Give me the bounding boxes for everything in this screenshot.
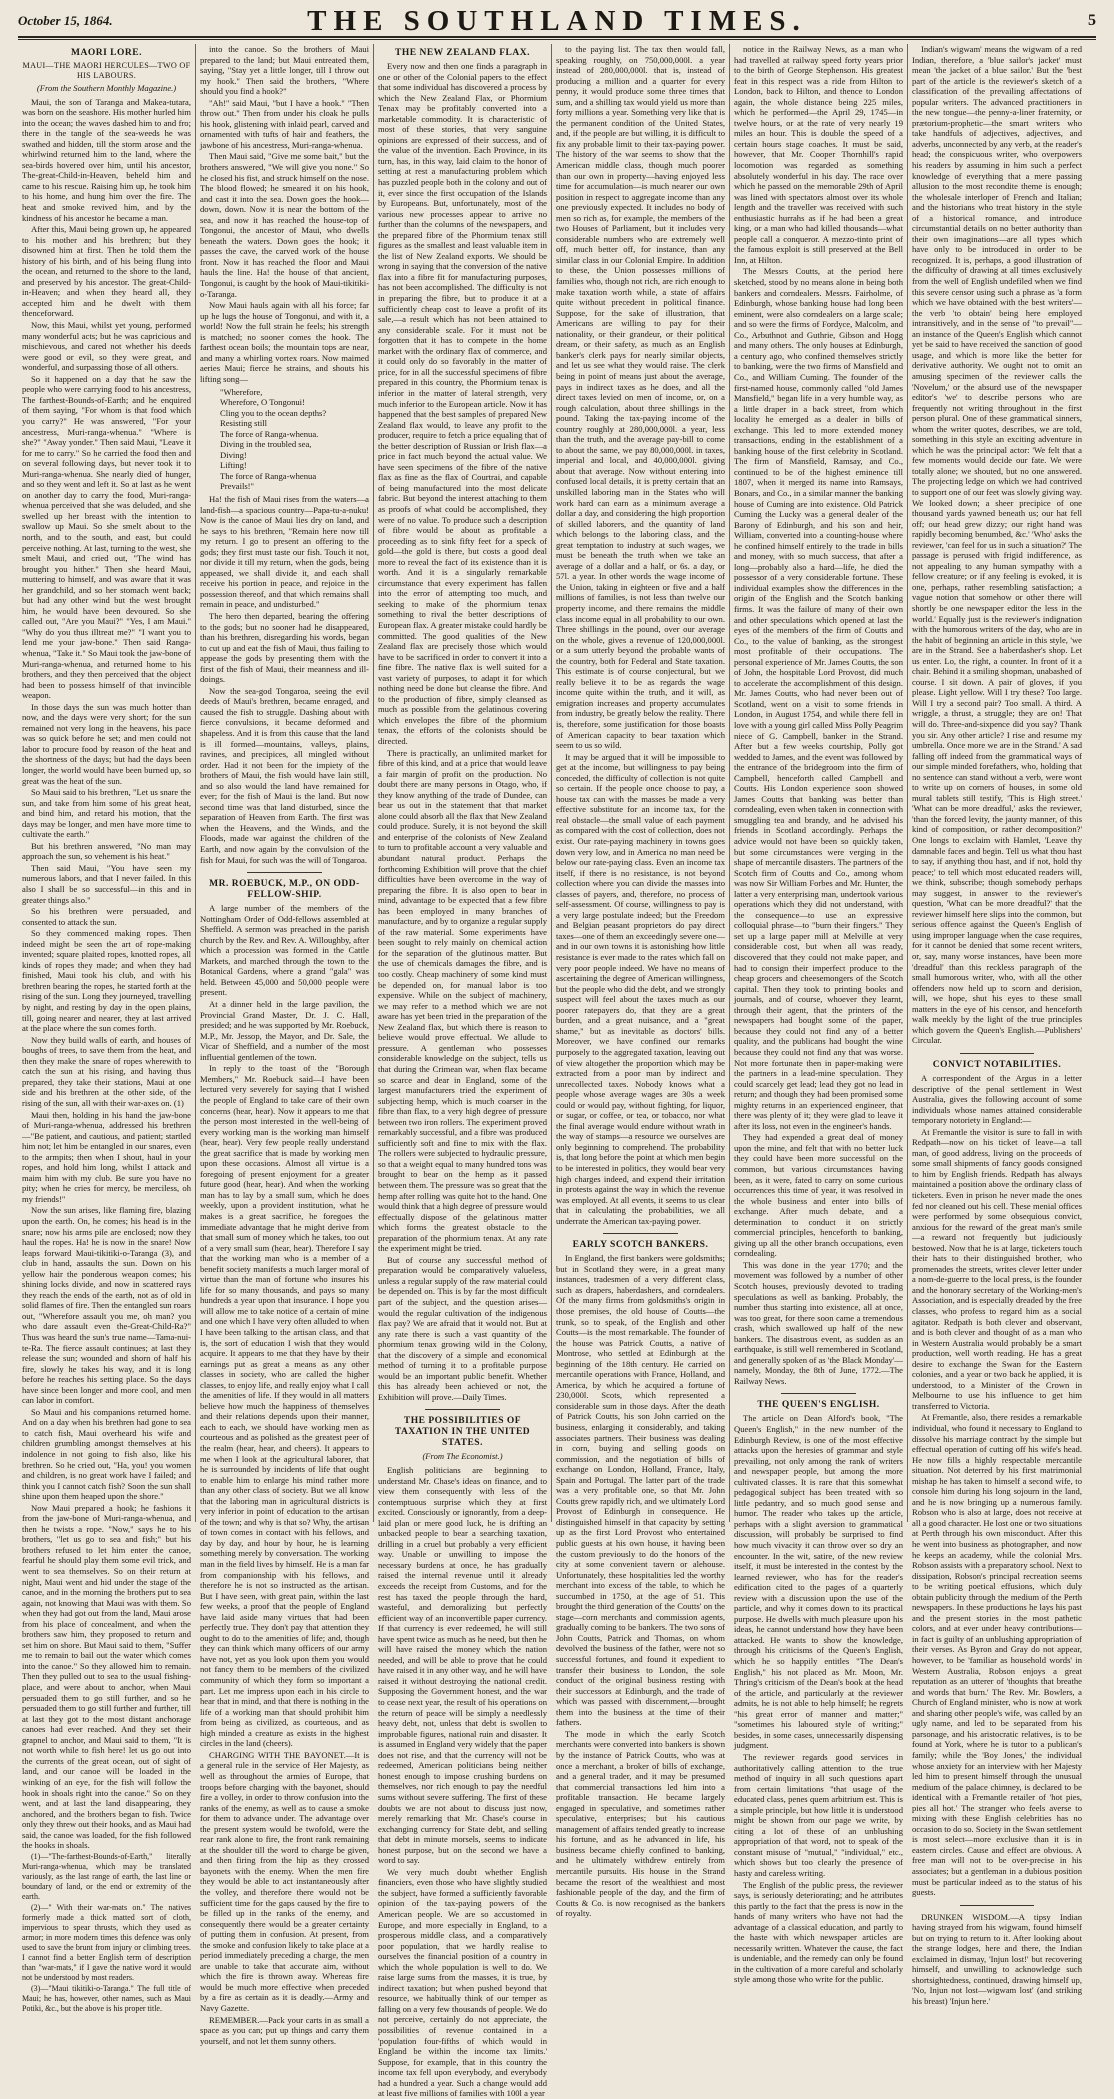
paragraph: The mode in which the early Scotch merchants were converted into bankers is shown by the instance of Patrick Coutts, who was at once a merchant, a broker of bills of exchange, and a general trader, and it may be presumed that commercial transactions led him into a profitable transaction. He became largely engaged in speculative, and sometimes rather speculative, enterprises; but his cautious management of affairs tended greatly to increase his fortune, and as he advanced in life, his business became chiefly confined to banking, and he ultimately withdrew entirely from mercantile pursuits. His house in the Strand became the resort of the wealthiest and most fashionable people of the day, and the firm of Coutts & Co. is now recognised as the bankers of royalty. [556, 1728, 725, 1919]
paragraph: "Ah!" said Maui, "but I have a hook." "Then throw out." Then from under his cloak he pulls his hook, glistening with inlaid pearl, carved and ornamented with tufts of hair and feathers, the jawbone of his ancestress, Muri-ranga-whenua. [200, 97, 369, 150]
page-number: 5 [1087, 12, 1096, 29]
paragraph: In those days the sun was much hotter than now, and the days were very short; for the sun remained not very long in the heavens, his pace was so quick before he set; and men could not labor to procure food by reason of the heat and the shortness of the days; but had the days been longer, the world would have been burned up, so great was the heat of the sun. [22, 701, 191, 786]
paragraph: Now Maui prepared a hook; he fashions it from the jaw-bone of Muri-ranga-whenua, and then he twists a rope. "Now," says he to his brothers, "let us go to sea and fish;" but his brothers refused to let him enter the canoe, fearful he should play them some evil trick, and went to sea themselves. So on their return at night, Maui went and hid under the stage of the canoe, and in the morning the brothers put to sea again, not knowing that Maui was with them. So when they had got out from the land, Maui arose from his place of concealment, and when the brothers saw him, they proposed to return and set him on shore. But Maui said to them, "Suffer me to remain to bail out the water which comes into the canoe." So they allowed him to remain. Then they pulled out to sea to the usual fishing-place, and were about to anchor, when Maui persuaded them to go still further, and so he persuaded them to go still further and further, till at last they got to the most distant anchorage canoes had ever reached. And they set their grapnel to anchor, and Maui said to them, "It is not worth while to fish here! let us go out into the currents of the great ocean, out of sight of land, and our canoe will be loaded in the winking of an eye, for the fish will follow the hook in shoals right into the canoe." So on they went, and at last the land disappearing, they anchored, and the brothers began to fish. Twice only they threw out their hooks, and as Maui had said, the canoe was loaded, for the fish followed the hooks in shoals. [22, 1502, 191, 1851]
article-heading: MR. ROEBUCK, M.P., ON ODD-FELLOW-SHIP. [209, 879, 360, 901]
newspaper-columns [18, 44, 1096, 2099]
paragraph: This was done in the year 1770; and the movement was followed by a number of other Scotch houses, previously devoted to trading speculations as well as banking. Probably, the number thus starting into existence, all at once, was too great, for there soon came a tremendous crash, which swallowed up half of the new bankers. The disastrous event, as sudden as an earthquake, is still well remembered in Scotland, and generally spoken of as 'the Black Monday'—namely, Monday, the 8th of June, 1772.—The Railway News. [734, 1259, 903, 1386]
article-divider [247, 872, 321, 873]
paragraph: It may be argued that it will be impossible to get at the income, but willingness to pay being conceded, the difficulty of collection is not quite so certain. If the people once choose to pay, a house tax can with the masses be made a very effective substitute for an income tax, for the real obstacle—the small value of each payment as compared with the cost of collection, does not exist. Our rate-paying machinery in towns goes down very low, and in America no man need be below our rate-paying class. Even an income tax itself, if there is no resistance, is not beyond collection where you can divide the masses into classes of payers, and, therefore, no process of self-assessment. Of course, willingness to pay is a very large postulate indeed; but the Freedom and Belgian peasant proprietors do pay direct taxes—one of them an exceedingly severe one—and in our own towns it is astonishing how little resistance is ever made to the rates which fall on very poor people indeed. We have no means of ascertaining the degree of American willingness, but the people who did the debt, and we strongly suspect will feel about the taxes much as our poorer ratepayers do, that they are a great burden, and a great nuisance, and a "great shame," but as inevitable as doctors' bills. Moreover, we have confined our remarks purposely to the aggregated taxation, leaving out of view altogether the proportion which may be extracted from a poor man by indirect and unrecollected taxes. Nobody knows what a people whose average wages are 30s a week could or would pay, without fighting, for liquor, or sugar, or coffee, or tea, or tobacco, nor what the final average would endure without wrath in the way of stamps—a resource we ourselves are only beginning to comprehend. The probability is, that long before the point at which men begin to be interested in politics, they would bear very high charges indeed, and expend their irritation in protests against the way in which the revenue was employed. At all events, it seems to us clear that in calculating the probabilities, we all underrate the American tax-paying power. [556, 751, 725, 1226]
paragraph: A large number of the members of the Nottingham Order of Odd-fellows assembled at Sheffield. A sermon was preached in the parish church by the Rev. and Rev. A. Willoughby, after which a procession was formed in the Cattle Markets, and marched through the town to the Botanical Gardens, where a grand "gala" was held. Between 45,000 and 50,000 people were present. [200, 903, 369, 998]
article-divider [960, 1905, 1035, 1906]
footnote: (1)—"The-farthest-Bounds-of-Earth," literally Muri-ranga-whenua, which may be translated variously, as the last range of earth, the last line or boundary of land, or the end or extremity of the earth. [22, 1851, 191, 1901]
paragraph: So it happened on a day that he saw the people who were carrying food to his ancestress, The farthest-Bounds-of-Earth; and he enquired of them saying, "For whom is that food which you carry?" He was answered, "For your ancestress, Muri-ranga-whenua." "Where is she?" "Away yonder." Then said Maui, "Leave it for me to carry." So he carried the food then and on several following days, but never took it to Muri-ranga-whenua. She nearly died of hunger, and so they went and left it. So at last as he went on another day to carry the food, Muri-ranga-whenua perceived that she was deluded, and she swelled up her breast with the intention to swallow up Maui. So she smelt about to the north, and to the south, and east, but could perceive nothing. At last, turning to the west, she smelt Maui, and cried out, "The wind has brought you hither." Then she heard Maui, muttering to himself, and was aware that it was her grandchild, and so her stomach went back; but had any other wind but the west brought him, he would have been devoured. So she called out, "Are you Maui?" "Yes, I am Maui." "Why do you thus illtreat me?" "I want you to lend me your jaw-bone." Then said Ranga-whenua, "Take it." So Maui took the jaw-bone of Muri-ranga-whenua, and returned home to his brothers, and they then perceived that the object had been to possess himself of that invincible weapon. [22, 373, 191, 701]
article-divider [425, 1409, 499, 1410]
paragraph: There is practically, an unlimited market for fibre of this kind, and at a price that would leave a fair margin of profit on the production. No doubt there are many persons in Otago, who, if they know anything of the trade of Dundee, can bear us out in the statement that that market alone could absorb all the flax that New Zealand could produce. Surely, it is not beyond the skill and enterprise of the colonists of New Zealand to turn to profitable account a very valuable and abundant natural product. Perhaps the forthcoming Exhibition will prove that the chief difficulties have been overcome in the way of preparing the fibre. It is also open to bear in mind, advantage to be expected that a few fibre has been employed in many branches of manufacture, and by to organize a regular supply of the raw material. Some experiments have been sought to rely mainly on chemical action for the separation of the glutinous matter. But the use of chemicals damages the fibre, and is too costly. Cheap machinery of some kind must be depended on, for manual labor is too expensive. While on the subject of machinery, we may refer to a method which we are not aware has yet been tried in the preparation of the New Zealand flax, but which there is reason to believe would prove effectual. We allude to pressure. A gentleman who possesses considerable knowledge on the subject, tells us that during the Crimean war, when flax became so scarce and dear in England, some of the largest manufacturers tried the experiment of subjecting hemp, which is much coarser in the fibre than flax, to a very high degree of pressure between two iron rollers. The experiment proved remarkably successful, and a fibre was produced sufficiently soft and fine to mix with the flax. The rollers were subjected to hydraulic pressure, so that a weight equal to many hundred tons was brought to bear on the hemp as it passed between them. The pressure was so great that the hemp after rolling was quite hot to the hand. One would think that a high degree of pressure would effectually dispose of the gelatinous matter which forms the greatest obstacle to the preparation of the phormium tenax. At any rate the experiment might be tried. [378, 747, 547, 1254]
paragraph: to the paying list. The tax then would fall, speaking roughly, on 750,000,000l. a year instead of 280,000,000l. that is, instead of producing a million and a quarter for every penny, it would produce some three times that sum, and a shilling tax would yield us more than forty millions a year. Something very like that is the permanent condition of the United States, and, if the people are but willing, it is difficult to fix any probable limit to their tax-paying power. The history of the war seems to show that the American middle class, though much poorer than our own in property—having enjoyed less time for accumulation—is much nearer our own position in respect to aggregate income than any one previously expected. It includes no body of men so rich as, for example, the members of the two Houses of Parliament, but it includes very considerable numbers who are extremely well off, much better off, for instance, than any similar class in our Colonial Empire. In addition to these, the Union possesses millions of families who, though not rich, are rich enough to make taxation worth while, a state of affairs quite without precedent in political finance. Suppose, for the sake of illustration, that Americans are willing to pay for their nationality, or their grandeur, or their political dream, or their safety, as much as an English banker's clerk pays for nearly similar objects, and let us see what they would raise. The clerk being in point of means just about the average, pays in indirect taxes as he does, and all the direct taxes levied on men of income, or, on a rough calculation, about three shillings in the pound. Taking the tax-paying income of the country roughly at 280,000,000l. a year, less than the truth, and the average pay-bill to come to about the same, we pay 80,000,000l. in taxes, imperial and local, and 40,000,000l. giving about that average. Now without entering into confused local details, it is pretty certain that an unskilled laboring man in the States who will work hard can earn as a minimum average a dollar a day, and considering the high proportion of skilled laborers, and the quantity of land which belongs to the laboring class, and the great temptation to industry at such wages, we must be beneath the truth when we take an average of a dollar and a half, or 6s. a day, or 57l. a year. In other words the wage income of the Union, taking in eighteen or five and a half millions of families, is not less than twelve our property income, and there remains the middle class income equal in all probability to our own. Three shillings in the pound, over our average on the whole, gives a revenue of 120,000,000l. or a sum utterly beyond the probable wants of the country, both for Federal and State taxation. This estimate is of course conjectural, but we really believe it to be as regards the wage income quite within the truth, and it will, as emigration increases and property accumulates from industry, be greatly below the reality. There is, therefore, some justification for those boasts of American capacity to bear taxation which seem to us so wild. [556, 44, 725, 751]
column-1 [18, 44, 196, 2013]
article-source: (From the Southern Monthly Magazine.) [36, 83, 177, 93]
paragraph: A correspondent of the Argus in a letter descriptive of the penal settlement in West Australia, gives the following account of some individuals whose names attained considerable temporary notoriety in England:— [912, 1072, 1082, 1126]
article-divider [603, 1233, 677, 1234]
paragraph: Then Maui said, "Give me some bait," but the brothers answered, "We will give you none." So he closed his fist, and struck himself on the nose. The blood flowed; he smeared it on his hook, and cast it into the sea. Down goes the hook—down, down. Now it is near the bottom of the sea, and now it has reached the house-top of Tongonui, the ancestor of Maui, who dwells beneath the waters. Down goes the hook; it passes the cave, the carved work of the house front. Now it has reached the floor and Maui hauls the line. Ha! the house of that ancient, Tongonui, is caught by the hook of Maui-tikitiki-o-Taranga. [200, 151, 369, 299]
paragraph: At Fremantle, also, there resides a remarkable individual, who found it necessary to England to dissolve his marriage contract by the simple but effectual operation of cutting off his wife's head. He now fills a highly respectable mercantile situation. Not deterred by his first matrimonial mishap he has taken to himself a second wife, to console him during his long sojourn in the land, and he is now bringing up a numerous family. Robson who is also at large, does not receive at all a good character. He lost one or two situations at Perth through his own misconduct. After this he went into business as photographer, and now he keeps an academy, while the colonial Mrs. Robson assists with a preparatory school. Next to dissipation, Robson's principal recreation seems to be writing poetical effusions, which duly obtain publicity through the medium of the Perth newspapers. In these productions he lays his past and the present stories in the most pathetic colors, and at ever under heavy contributions—in fact is guilty of an unblushing appropriation of their verses. As Byron and Gray do not appear, however, to be 'familiar as household words' in Western Australia, Robson enjoys a great reputation as an utterer of 'thoughts that breathe and words that burn.' The Rev. Mr. Bowlers, a Church of England minister, who is now at work and sharing other people's wife, was called by an ugly name, and led to be separated from his parsonage, and his aristocratic relatives, is to be found at York, where he is tutor to a publican's family; while the 'Boy Jones,' the individual whose anxiety for an interview with her Majesty led him to present himself through the unusual medium of the palace chimney, is declared to be identical with a Fremantle retailer of 'hot pies, pies all hot.' The stranger who feels averse to mixing with these English celebrities has no occasion to do so. Society in the Swan settlement is most select—more exclusive than it is in eastern circles. Cause and effect are obvious. A free man will not to be over-precise in his associates; but a gentleman in a dubious position must be particular indeed as to the status of his guests. [912, 1412, 1082, 1898]
paragraph: We very much doubt whether English financiers, even those who have slightly studied the subject, have formed a sufficiently favorable opinion of the tax-paying powers of the American people. We are so accustomed in Europe, and more especially in England, to a prosperous middle class, and a comparatively poor population, that we hardly realise to ourselves the financial position of a country in which the whole population is well to do. We raise large sums from the masses, it is true, by indirect taxation; but when pushed beyond that resource, we habitually think of our temper as falling on a very few thousands of people. We do not perceive, certainly do not appreciate, the possibilities of revenue contained in a 'population four-fifths of which would in England be within the income tax limits.' Suppose, for example, that in this country the income tax fell upon everybody, and everybody had a hundred a year. Such a change would add at least five millions of families with 100l a year [378, 1866, 547, 2099]
paragraph: Maui then, holding in his hand the jaw-bone of Muri-ranga-whenua, addressed his brethren—"Be patient, and cautious, and patient; startled him not; let him be entangled in our snares, even to the armpits; then when I shout, haul in your ropes, and hold him long, whilst I attack and maim him with my club. Be sure you have no pity; when he cries for mercy, be merciless, oh my friends!" [22, 1109, 191, 1204]
column-5 [730, 44, 908, 1985]
paragraph: So Maui and his companions returned home. And on a day when his brethren had gone to sea to catch fish, Maui overheard his wife and children grumbling amongst themselves at his indolence in not going to fish also, like his brethren. So he cried out, "Ha, you! you women and children, is no great work have I failed; and think you I cannot catch fish? Soon the sun shall shine upon them heaped upon the shore." [22, 1406, 191, 1502]
paragraph: The Messrs Coutts, at the period here sketched, stood by no means alone in being both bankers and corndealers. Messrs. Fairholme, of Edinburgh, whose banking house had long been eminent, were also corndealers on a large scale; and so were the firms of Fordyce, Malcolm, and Co., Arbuthnot and Guthrie, Gibson and Hogg and many others. The only houses at Edinburgh, a century ago, who confined themselves strictly to banking, were the two firms of Mansfield and Co., and William Cuming. The founder of the first-named house, commonly called "old James Mansfield," began life in a very humble way, as a little draper in a back street, from which locality he emerged as a dealer in bills of exchange. This led to more extended money transactions, ending in the establishment of a banking house of the first celebrity in Scotland. The firm of Mansfield, Ramsay, and Co., continued to be of the highest eminence till 1807, when it merged its name into Ramsays, Bonars, and Co., in a similar manner the banking house of Cuming are into existence. Old Patrick Cuming the Lucky was a general dealer of the Barony of Edinburgh, and his son and heir, William, converted into a counting-house where he confined himself entirely to the trade in bills and money, with so much success, that after a long—probably also a hard—life, he died the possessor of a very considerable fortune. These individual examples show the differences in the origin of the English and the Scotch banking firms. It was the failure of many of their own and other speculations which opened at last the eyes of the members of the firm of Coutts and Co., to the value of banking, as the strongest most profitable of their occupations. The personal experience of Mr. James Coutts, the son of John, the hospitable Lord Provost, did much to accelerate the accomplishment of this design. Mr. James Coutts, who had never been out of Scotland, went on a visit to some friends in London, in August 1754, and while there fell in love with a young girl called Miss Polly Peagrim niece of G. Campbell, banker in the Strand. After but a few weeks courtship, Polly got wedded to James, and the event was followed by the entrance of the bridegroom into the firm of Campbell, henceforth called Campbell and Coutts. His London experience soon showed James Coutts that banking was better than corndealing, even when taken in connection with smuggling tea and brandy, and he advised his friends in Scotland accordingly. Perhaps the advice would not have been so quickly taken, but some circumstances were verging in the shape of mercantile disasters. The partners of the Scotch firm of Coutts and Co., among whom was now Sir William Forbes and Mr. Hunter, the latter a very enterprising man, undertook various operations which they did not understand, with the consequence—to use an expressive colloquial phrase—to "burn their fingers." They set up a large paper mill at Melville at very considerable cost, but when all was ready, discovered that they could not make paper, and had to consign their imperfect produce to the cheap grocers and cheesemongers of the Scotch capital. Then they took to printing books and journals, and of course, whoever they learnt, through their agent, that the printers of the newspapers had bought some of the paper, because they could not find any of a better quality, and the publicans had bought the wine because they could not find any that was worse. Not more fortunate then in paper-making were the partners in a lead-mine speculation. They could scarcely get lead; lead they got no lead in return; and though they had been promised some mighty returns in an experienced engineer, that there was plenty of it; they were glad to leave it after its loss, not even in the engineer's hands. [734, 266, 903, 1131]
paragraph: CHARGING WITH THE BAYONET.—It is a general rule in the service of Her Majesty, as well as throughout the armies of Europe, that troops before charging with the bayonet, should fire a volley, in order to throw confusion into the ranks of the enemy, as well as to cause a smoke for them to advance under. The advantage over the present system would be twofold, were the rear rank alone to fire, the front rank remaining at the shoulder till the word to charge be given, and then firing from the hip as they crossed bayonets with the enemy. When the men fire they would be able to act instantaneously after the volley, and therefore there would not be sufficient time for the gaps caused by the fire to be filled up in the ranks of the enemy, and consequently there would be a greater certainty of putting them in confusion. At present, from the smoke and confusion likely to take place at a period immediately preceding a charge, the men are unable to take that accurate aim, without which the fire is thrown away. Whereas fire would be much more effective when preceded by a fire as certain as it is deadly.—Army and Navy Gazette. [200, 1749, 369, 2013]
paragraph: In reply to the toast of the "Borough Members," Mr. Roebuck said—I have been lectured very severely for saying that I wished the people of England to take care of their own concerns (hear, hear). Now it appears to me that the person most interested in the well-being of every working man is the working man himself (hear, hear). Very few people really understand the great sacrifice that is made by working men upon these occasions. Almost all virtue is a foregoing of present enjoyment for a greater future good (hear, hear). And when the working man has to lay by a small sum, which he does weekly, upon a provident institution, what he makes is a great sacrifice, he foregoes the immediate advantage that he might derive from that small sum of money which he takes, too out of a very small sum (hear, hear). Therefore I say that the working man who is a member of a benefit society manifests a much larger moral of virtue than the man of fortune who insures his life for so many thousands, and pays so many hundreds a year upon that insurance. I hope you will allow me to take notice of a certain of mine and one which I have very often alluded to when I have been talking to the artisan class, and that is, the sort of education I wish that they would acquire. It appears to me that they have by their earnings put as great a means as any other classes in society, who are called the higher classes, to enjoy life, and really enjoy what I call the amenities of life. If they would in all matters believe how much the happiness of themselves and their relations depends upon their manner, each to each, we should have working men as courteous and as polished as the greatest peer of the realm (hear, hear, and cheers). It appears to me when I look at the agricultural laborer, that he is surrounded by incidents of life that ought to enable him to enlarge his mind rather more than any other class of society. But we all know that the laboring man in agricultural districts is very inferior in point of education to the artisan of the town; and why is that so? Why, the artisan of town comes in contact with his fellows, and day by day, and hour by hour, he is learning something merely by conversation. The working man in the field lives by himself. He is a man far from companionship with his fellows, and therefore he is not so instructed as the artisan. But I have seen, with great pain, within the last few weeks, a proof that the people of England have laid aside many virtues that had been perfectly true. They don't pay that attention they ought to do to the amenities of life; and, though they can think which many officers of our army have not, yet as you look upon them you would not fancy them to be members of the civilized community of which they form so important a part. Let me impress upon each in his circle to hear that in mind, and that there is nothing in the life of a working man that should prohibit him from being as civilized, as courteous, and as high minded a creature as exists in the highest circles in the land (cheers). [200, 1063, 369, 1749]
article-subheading: MAUI—THE MAORI HERCULES—TWO OF HIS LABOURS. [22, 61, 191, 80]
column-3 [374, 44, 552, 2099]
paragraph: Now the sun arises, like flaming fire, blazing upon the earth. On, he comes; his head is in the snare; now his arms pile are enclosed; now they haul the ropes. Ha! he is now in the snare! Now leaps forward Maui-tikitiki-o-Taranga (3), and club in hand, assaults the sun. Down on his yellow hair the ponderous weapon comes; his shining locks divide, and now in scattered rays they reach the ends of the earth, not as of old in solid flames of fire. Then the entangled sun roars out, "Wherefore assault you me, oh man? you who dare assault even the-Great-Child-Ra?" Thus was heard the sun's true name—Tama-nui-te-Ra. The fierce assault continues; at last they release the sun; wounded and shorn of half his fire, slowly he takes his way, and it is long before he reaches his setting place. So the days have since been longer and more cool, and men can labor in comfort. [22, 1205, 191, 1406]
column-2 [196, 44, 374, 2046]
paragraph: Now Maui hauls again with all his force; far up he lugs the house of Tongonui, and with it, a world! Now the full strain he feels; his strength is matched; no sooner comes the hook. The farthest ocean boils; the mountain tops are near, and many a whirling vortex roars. Now maimed aeries Maui; fierce he strains, and shouts his lifting song— [200, 300, 369, 384]
paragraph: So they commenced making ropes. Then indeed might be seen the art of rope-making invented; square plaited ropes, knotted ropes, all kinds of ropes they made; and when they had finished, Maui took his club, and with his brethren bearing the ropes, he started forth at the rising of the sun. Long they journeyed, travelling by night, and resting by day in the open plains, till, going nearer and nearer, they at last arrived at the place where the sun comes forth. [22, 928, 191, 1034]
paragraph: After this, Maui being grown up, he appeared to his mother and his brethren; but they disowned him at first. Then he told them the history of his birth, and of his being flung into the ocean, and returned to the shore to the land, and preserved by his ancestor. The great-Child-in-Heaven; and when they heard all, they accepted him and he dwelt with them thenceforward. [22, 224, 191, 319]
paragraph: English politicians are beginning to understand Mr. Chase's ideas on finance, and to view them consequently with less of the contemptuous surprise which they at first excited. Consciously or ignorantly, from a deep-laid plan or mere good luck, he is drifting an unbacked people to bear a searching taxation, drilling in a cruel but probably a very efficient way. Unable or unwilling to impose the necessary burdens at once, he has gradually raised the internal revenue until it already exceeds the receipt from Customs, and for the rest has taxed the people through the hard, wasteful, and demoralizing but perfectly efficient way of an inconvertible paper currency. If that currency is ever redeemed, he will still have spent twice as much as he need, but then he will have raised the money which the nation needed, and will be able to prove that he could have raised it in any other way, and he will have raised it without destroying the national credit. Supposing the Government honest, and the war to cease next year, the result of his operations on the return of peace will be simply a needlessly heavy debt, not, unless that debt is swollen to improbable figures, national ruin and disaster. It is assumed in England very widely that the paper does not rise, and that the currency will not be redeemed, American politicians being neither honest enough to impose crushing burdens on themselves, nor rich enough to pay the needful sums without severe suffering. The first of these doubts we are not about to discuss just now, merely remarking that Mr. Chase's course in exchanging currency for State debt, and selling that debt in minute morsels, seems to indicate honest purpose, but on the second we have a word to say. [378, 1465, 547, 1866]
footnote: (3)—"Maui tikitiki-o-Taranga." The full title of Maui; he has, however, other names, such as Maui Potiki, &c., but the above is his proper title. [22, 1983, 191, 2013]
paragraph: Every now and then one finds a paragraph in one or other of the Colonial papers to the effect that some individual has discovered a process by which the New Zealand Flax, or Phormium Tenax may be profitably converted into a marketable commodity. It is characteristic of most of these stories, that very sanguine opinions are expressed of their success, and of the value of the invention. Each Province, in its turn, has, in this way, laid claim to the honor of setting at rest a manufacturing problem which has puzzled people both in the colony and out of it, ever since the first occupation of the Islands by Europeans. But, unfortunately, most of the various new processes appear to arrive no further than the columns of the newspapers, and the prepared fibre of the Phormium tenax still figures as the smallest and least valuable item in the list of New Zealand exports. We should be wrong in saying that the conversion of the native flax into a fibre fit for manufacturing purposes, has not been accomplished. The difficulty is not in preparing the fibre, but to produce it at a sufficiently cheap cost to leave a profit of its sale,—a result which has not been attained to any considerable scale. For it must not be forgotten that it has to compete in the home market with the ordinary flax of commerce, and it could only do so favorably in the matter of price, for in all the successful specimens of fibre prepared in this country, the Phormium tenax is inferior in the matter of lateral strength, very much inferior to the European article. Now it has happened that the best samples of prepared New Zealand flax would, to leave any profit to the producer, require to fetch a price equaling that of the better description of Russian or Irish flax—a price in fact much beyond the actual value. We have seen specimens of the fibre of the native flax as fine as the flax of Courtrai, and capable of being manufactured into the most delicate fabric. But beyond the interest attaching to them as proofs of what could be accomplished, they were of no value. To produce such a description of fibre would be about as profitable a proceeding as to sink fifty feet for a speck of gold—the gold is there, but costs a good deal more to reveal the fact of its existence than it is worth. And it is a singularly remarkable circumstance that every experiment has fallen into the error of attempting too much, and seeking to make of the phormium tenax something to rival the better descriptions of European flax. A greater mistake could hardly be committed. The good qualities of the New Zealand flax are precisely those which would have to be sacrificed in order to convert it into a fine fibre. The native flax is well suited for a vast variety of purposes, to adapt it for which nothing need be done but cleanse the fibre. And to the production of fibre, simply cleansed as much as possible from the gelatinous covering which envelopes the fibre of the phormium tenax, the efforts of the colonists should be directed. [378, 61, 547, 746]
issue-date: October 15, 1864. [18, 13, 113, 28]
article-divider [960, 1053, 1035, 1054]
paragraph: REMEMBER.—Pack your carts in as small a space as you can; put up things and carry them yourself, and not let them sunny others. [200, 2014, 369, 2046]
paragraph: So Maui said to his brethren, "Let us snare the sun, and take from him some of his great heat, and bind him, and retard his motion, that the days may be longer, and men have more time to cultivate the earth." [22, 787, 191, 840]
paragraph: Then said Maui, "You have seen my numerous labors, and that I never failed. In this also I shall be so successful—in this and in greater things also." [22, 862, 191, 905]
paragraph: So his brethren were persuaded, and consented to attack the sun. [22, 906, 191, 927]
paragraph: They had expended a great deal of money upon the mine, and felt that with no better luck they could have been more successful on the common, but various circumstances having been, as it were, fated to carry on some curious occurrences this time of year, it was resolved in the whole business and enter into bills of exchange. After much debate, and a determination to conduct it on strictly commercial principles, henceforth to banking, giving up all the other branch occupations, even corndealing. [734, 1132, 903, 1259]
column-4 [552, 44, 730, 1919]
verse-block: "Wherefore, Wherefore, O Tongonui! Cling you to the ocean depths? Resisting still The force of Ranga-whenua. Diving in the troubled sea, Diving! Lifting! The force of Ranga-whenua Prevails!" [220, 386, 327, 492]
footnote: (2)—" With their war-mats on." The natives formerly made a thick matted sort of cloth, impervious to spear thrusts, which they used as armor; in more modern times this defence was only used to save the brunt from injury or climbing trees. I cannot find a better English term of description than "war-mats," if I gave the native word it would not be understood by most readers. [22, 1902, 191, 1982]
paragraph: Now the sea-god Tongaroa, seeing the evil deeds of Maui's brethren, became enraged, and caused the fish to struggle. Dashing about with fierce convulsions, it became deformed and shapeless. And it is from this cause that the land is ill formed—mountains, valleys, plains, ravines, and precipices, all mingled without order. Had it not been for the impiety of the brothers of Maui, the fish would have lain still, and so also would the land have remained for ever; for the fish of Maui is the land. But now second time was that land disturbed, since the separation of Heaven from Earth. The first was when the Heavens, and the Winds, and the Floods, made war against the children of the Earth, and now again by the convulsion of the fish for Maui, for such was the will of Tongaroa. [200, 685, 369, 865]
paragraph: The hero then departed, bearing the offering to the gods; but no sooner had he disappeared, than his brethren, disregarding his words, began to cut up and eat the fish of Maui, thus failing to appease the gods by presenting them with the first of the fish of Maui, their meanness and ill-doings. [200, 610, 369, 685]
paragraph: Ha! the fish of Maui rises from the waters—a land-fish—a spacious country—Papa-tu-a-nuku! Now is the canoe of Maui lies dry on land, and he says to his brethren, "Remain here now till my return. I go to present an offering to the gods; they first must taste our fish. Touch it not, nor divide it till my return, when the gods, being appeased, we shall divide it, and each shall receive his portion in peace, and rejoice in the possession thereof, and that which remains shall remain in peace, and undisturbed." [200, 493, 369, 610]
masthead [18, 6, 1096, 38]
paragraph: At Fremantle the visitor is sure to fall in with Redpath—now on his ticket of leave—a tall man, of good address, living on the proceeds of some small shipments of fancy goods consigned to him by English friends. Redpath has always maintained a position above the ordinary class of ticketers. Even in prison he never made the ones fed nor cleaned out his cell. These menial offices were performed by some obsequious convict, anxious for the reward of the great man's smile—a reward not frequently but judiciously bestowed. Now that he is at large, ticketers touch their hats to their distinguished brother, who promenades the streets, writes clever letter under a nom-de-guerre to the local press, is the founder and the honorary secretary of the Working-men's Association, and is especially dreaded by the free classes, who profess to regard him as a social agitator. Redpath is both clever and observant, and is both clever and thought of as a man who in Western Australia would probably be a smart production, well worth reading. He has a great desire to exchange the Swan for the Eastern colonies, and a year or two back he applied, it is understood, to a Minister of the Crown in Melbourne to use his influence to get him transferred to Victoria. [912, 1126, 1082, 1411]
article-heading: EARLY SCOTCH BANKERS. [572, 1240, 709, 1251]
article-heading: CONVICT NOTABILITIES. [932, 1059, 1062, 1070]
paragraph: Maui, the son of Taranga and Makea-tutara, was born on the seashore. His mother hurled him into the ocean; the waves dashed him to and fro; there in the tangle of the sea-weeds he was swathed and hidden, till the storm arose and the whirlwind returned him to the land, where the sea-birds hovered over him, until his ancestor, The-great-Child-in-Heaven, beheld him and came to his rescue. Raising him up, he took him to his home, and hung him over the fire. The heat and smoke revived him, and by the kindness of his ancestor he became a man. [22, 96, 191, 223]
paragraph: notice in the Railway News, as a man who had travelled at railway speed forty years prior to the birth of George Stephenson. His greatest feat in this respect was a ride from Hilton to London, back to Hilton, and thence to London again, the whole distance being 225 miles, which he performed—the April 29, 1745—in twelve hours, or at the rate of very nearly 19 miles an hour. This is double the speed of a certain hours stage coaches. It must be said, however, that Mr. Cooper Thornhill's rapid locomotion was regarded as something absolutely wonderful in his day. The race over which he passed on the memorable 29th of April was lined with spectators almost over its whole length and the traveller was received with such enthusiastic hurrahs as if he had been a great king, or a man who had killed thousands—what people call a conqueror. A mezzo-tinto print of the famous exploit is still preserved at the Bell Inn, at Hilton. [734, 44, 903, 265]
column-6 [908, 44, 1086, 2006]
paragraph: Indian's wigwam' means the wigwam of a red Indian, therefore, a 'blue sailor's jacket' must mean 'the jacket of a blue sailor.' But the 'best part of the article is the reviewer's sketch of a classification of the prevailing affectations of popular writers. The advanced practitioners in the new tongue—the penny-a-liner fraternity, or prætorium-prophetic—the smart writers who take handfuls of adjectives, adjectives, and adverbs, unconnected by any verb, at the reader's head; the conspicuous writer, who overpowers his readers by assuming in him such a perfect knowledge of everything that a mere passing allusion to the most recondite theme is enough; the wholesale interloper of French and Italian; and the historians who treat history in the style of a historical romance, and introduce circumstantial details on no better authority than their own imaginations—are all types which have only to be introduced in order to be recognized. It is, perhaps, a good illustration of the difficulty of drawing at all times exclusively from the well of English undefiled when we find this severe censor using such a phrase as 'a form which we have obtained with the best writers'—the verb 'to obtain' being here employed intransitively, and in the sense of "to prevail"—an instance of the Queen's English which cannot yet be said to have received the sanction of good usage, and which is more like the better for derivative authority. We ought not to omit an amusing specimen of the reviewer calls the 'Novelum,' or the absurd use of the newspaper editor's 'we' to describe persons who are frequently not writing throughout in the first person plural. One of these grammatical sinners, whom the writer quotes, describes, we are told, something in this style an exciting adventure in which he was the principal actor: 'We felt that a few moments would decide our fate. We were totally alone; we shouted, but no one answered. The projecting ledge on which we had contrived to support one of our feet was slowly giving way. We looked down; a sheer precipice of one thousand yards yawned beneath us; our hat fell off; our head grew dizzy; our right hand was rapidly becoming benumbed, &c.' 'Who' asks the reviewer, 'can feel for us in such a situation?' The passage is perused with frigid indifference, as not appealing to any human sympathy with a fellow creature; or if any feeling is evoked, it is one, perhaps, rather resembling satisfaction; a vague notion that somehow or other there will shortly be one newspaper editor the less in the world.' Equally just is the reviewer's indignation with the humorous writers of the day, who are in the habit of beginning an article in this style, 'we are in the Strand. See a haberdasher's shop. Let us enter. Lo, the right, a counter. In front of it a chair. Behind it a smiling shopman, unabashed of course. I sit down. A pair of gloves, if you please. Light yellow. Will I try these? Too large. Will I try a second pair? Too small. A third. A wriggle, a thrust, a struggle; they are on! That will do. Three-and-sixpence did you say? Thank you sir. Any other article? I rise and resume my umbrella. Once more we are in the Strand.' A sad falling off indeed from the grammatical ways of our simple minded forefathers, who, holding that no sentence can stand without a verb, were wont to write up on corners of houses, in some old mural tablets still testify, 'This is High street.' 'What can be more dreadful,' asks the reviewer, 'than the forced levity, the jaunty manner, of this kind of composition, or rather decomposition?' One longs to exclaim with Hamlet, 'Leave thy damnable faces and begin. Tell us what thou hast to say, if anything thou hast, and if not, hold thy peace;' to tell which most educated readers will, we think, subscribe; though somebody perhaps may suggest, in answer to the reviewer's question, 'What can be more dreadful?' that the reviewer himself here slips into the common, but serious offence against the Queen's English of using improper language when the case requires, for it cannot be denied that some recent writers, or, say, many worse instances, have been more 'dreadful' than this reckless paragraph of the small humorous writer, who, with all the other offenders now held up to scorn and derision, will, we hope, shut his eyes to these small matters in the eye of his censor, and henceforth walk meekly by the light of the true principles which govern the Queen's English.—Publishers' Circular. [912, 44, 1082, 1046]
paragraph: into the canoe. So the brothers of Maui prepared to the land; but Maui entreated them, saying, "Stay yet a little longer, till I throw out my hook." Then said the brothers, "Where should you find a hook?" [200, 44, 369, 97]
article-heading: THE QUEEN'S ENGLISH. [757, 1400, 880, 1411]
article-heading: MAORI LORE. [71, 48, 142, 58]
paragraph: Now they build walls of earth, and houses of boughs of trees, to save them from the heat, and then they make the snare of ropes wherewith to catch the sun at his rising, and having thus prepared, they take their stations, Maui at one side and his brethren at the other side, of the rising of the sun, all with their war-axes on. (1) [22, 1034, 191, 1108]
paragraph: The reviewer regards good services in authoritatively calling attention to the true method of inquiry in all such questions apart from certain limitations "that usage of the educated class, penes quem arbitrium est. This is a simple principle, but how little it is understood might be shown from our page we write, by citing a lot of these of an unblushing appropriation of that word, not to speak of the constant misuse of "mutual," "individual," etc., which shows but too clearly the presence of hasty and careless writing. [734, 1751, 903, 1878]
paragraph: But his brethren answered, "No man may approach the sun, so vehement is his heat." [22, 840, 191, 862]
newspaper-title: THE SOUTHLAND TIMES. [307, 4, 807, 37]
paragraph: The English of the public press, the reviewer says, is seriously deteriorating; and he attributes this partly to the fact that the press is now in the hands of many writers who have not had the advantage of a classical education, and partly to the haste with which newspaper articles are necessarily written. Whatever the cause, the fact is undeniable, and the remedy can only be found in the cultivation of a more careful and scholarly style among those who write for the public. [734, 1879, 903, 1985]
article-divider [781, 1393, 855, 1394]
paragraph: At a dinner held in the large pavilion, the Provincial Grand Master, Dr. J. C. Hall, presided; and he was supported by Mr. Roebuck, M.P., Mr. Jessop, the Mayor, and Dr. Sale, the Vicar of Sheffield, and a number of the most influential gentlemen of the town. [200, 999, 369, 1062]
paragraph: DRUNKEN WISDOM.—A tipsy Indian having strayed from his wigwam, found himself but on trying to return to it. After looking about the strange lodges, here and there, the Indian exclaimed in dismay, 'Injun lost!' but recovering himself, and unwilling to acknowledge such shortsightedness, continued, drawing himself up, 'No, Injun not lost—wigwam lost' (and striking his breast) 'Injun here.' [912, 1911, 1082, 2006]
masthead-rule [18, 39, 1096, 40]
paragraph: But of course any successful method of preparation would be comparatively valueless, unless a regular supply of the raw material could be depended on. This is by far the most difficult part of the subject, and the question arises—would the regular cultivation of the indigenous flax pay? We are afraid that it would not. But at any rate there is such a vast quantity of the phormium tenax growing wild in the Colony, that the discovery of a simple and economical method of turning it to a profitable purpose would be an important public benefit. Whether this has already been achieved or not, the Exhibition will prove.—Daily Times. [378, 1254, 547, 1402]
paragraph: In England, the first bankers were goldsmiths; but in Scotland they were, in a great many instances, tradesmen of a very different class, such as drapers, haberdashers, and corndealers. Of the many firms from goldsmiths's origin in those premises, the old house of Coutts—the trunk, so to speak, of the English and other Coutts—is the most remarkable. The founder of the house was Patrick Coutts, a native of Montrose, who settled at Edinburgh at the beginning of the 18th century. He carried on mercantile operations with France, Holland, and America, by which he acquired a fortune of 230,000l. Scots, which represented a considerable sum in those days. After the death of Patrick Coutts, his son John carried on the business, enlarging it considerably, and taking associates partners. Their business was dealing in corn, buying and selling goods on commission, and the negotiation of bills of exchange on London, Holland, France, Italy, Spain and Portugal. The latter part of the trade was a very profitable one, so that Mr. John Coutts grew rapidly rich, and we ultimately Lord Provost of Edinburgh in consequence. He distinguished himself in that capacity by setting up as the first Lord Provost who entertained public guests at his own house, it having been the custom previously to do the honors of the city at some convenient tavern or alehouse. Unfortunately, these hospitalities led the worthy merchant into excess of the table, to which he succumbed in 1750, at the age of 51. This brought the third generation of the Coutts' on the stage—corn merchants and commission agents, gradually coming to be bankers. The two sons of John Coutts, Patrick and Thomas, on whom devolved the business of the father, were not so successful fortunes, and found it expedient to transfer their business to London, the sole conduct of the original business resting with their successors at Edinburgh, and the trade of which was passed with discernment,—brought them into the business at the time of their fathers. [556, 1253, 725, 1728]
article-heading: THE NEW ZEALAND FLAX. [395, 48, 530, 58]
paragraph: Now, this Maui, whilst yet young, performed many wonderful acts; but he was capricious and mischievous, and cared not whether his deeds were good or evil, so they were great, and wonderful, and surpassing those of all others. [22, 320, 191, 373]
article-heading: THE POSSIBILITIES OF TAXATION IN THE UNITED STATES. [394, 1416, 531, 1449]
paragraph: The article on Dean Alford's book, "The Queen's English," in the new number of the Edinburgh Review, is one of the most effective attacks upon the heresies of grammar and style prevailing, not only among the rank of writers and newspaper people, but among the more cultivated classes. It is rare that this somewhat pedagogical subject has been treated with so little pedantry, and so much good sense and humor. The reader who takes up the article, perhaps with a slight aversion to grammatical discussion, will probably be surprised to find how much vivacity it can throw over so dry an encounter. In the wit, satire, of the new review itself, it must be interested in the contest by the learned reviewer, who has for the reader's edification cited to the pages of a quarterly review with a discussion upon the use of the particle, and why it comes down to its practical purpose. He dwells with much pleasure upon his ideas, he cannot understand how they have been attacked. He wants to show the knowledge, through his criticisms of the Queen's English, which he so happily entitles "The Dean's English," his not placed as Mr. Moon, Mr. Thring's criticism of the Dean's book at the head of the article, and particularly at the reviewer admits, he is not able to help himself; he regrets "his great error of manner and matter;" "sometimes his laboured style of writing;" besides, in some cases, unnecessarily dispensing judgment. [734, 1413, 903, 1751]
article-source: (From The Economist.) [422, 1451, 503, 1462]
